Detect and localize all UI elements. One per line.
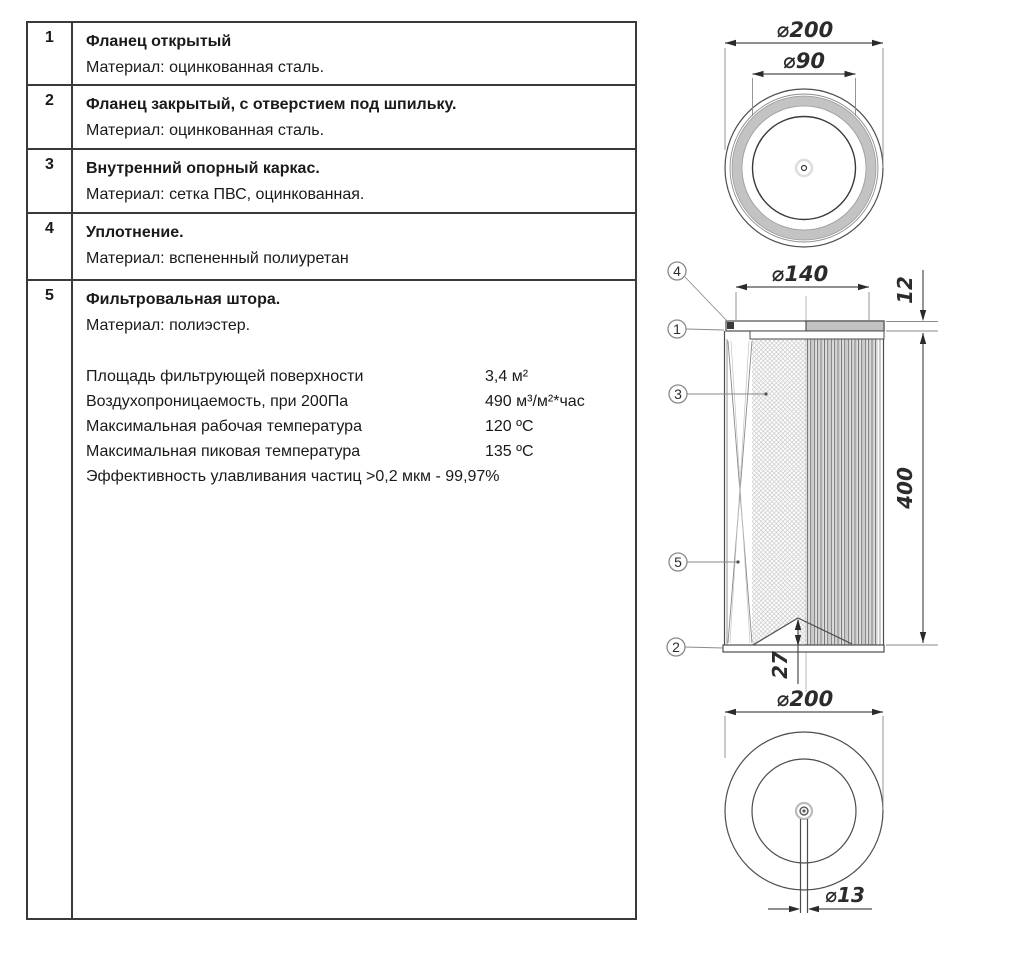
spec-row (86, 414, 627, 439)
dim-top-outer (725, 18, 883, 168)
pleated-media (806, 339, 878, 645)
bottom-view (725, 687, 883, 913)
row-content (73, 214, 635, 279)
side-view (667, 262, 938, 692)
efficiency-note: Эффективность улавливания частиц >0,2 мкм - 99,97% (86, 468, 500, 485)
part-material: Материал: оцинкованная сталь. (86, 59, 325, 76)
hub-center (803, 810, 806, 813)
spec-row (86, 439, 627, 464)
flange-section-right (806, 321, 884, 331)
balloon-2 (667, 638, 723, 656)
part-material: Материал: оцинкованная сталь. (86, 122, 325, 139)
spec-value: 3,4 м² (485, 368, 529, 385)
dim-label-top-inner: ⌀90 (783, 49, 825, 73)
spec-label: Воздухопроницаемость, при 200Па (86, 393, 349, 410)
part-title: Фланец открытый (86, 33, 232, 50)
body-top-rim (750, 331, 884, 339)
spec-label: Максимальная рабочая температура (86, 418, 362, 435)
table-row-5 (28, 279, 635, 918)
filter-specs (86, 364, 627, 489)
balloon-label-4: 4 (673, 263, 681, 279)
parts-table (26, 21, 637, 920)
row-number: 4 (28, 214, 73, 279)
row-number: 3 (28, 150, 73, 212)
part-title: Фланец закрытый, с отверстием под шпильку. (86, 96, 457, 113)
spec-row (86, 389, 627, 414)
part-material: Материал: вспененный полиуретан (86, 250, 349, 267)
support-mesh-section (752, 339, 806, 645)
row-number: 2 (28, 86, 73, 148)
dim-label-bottom-outer: ⌀200 (776, 687, 834, 711)
table-row-3 (28, 148, 635, 212)
spec-label: Площадь фильтрующей поверхности (86, 368, 364, 385)
part-title: Фильтровальная штора. (86, 291, 281, 308)
balloon-label-3: 3 (674, 386, 682, 402)
spec-label: Максимальная пиковая температура (86, 443, 361, 460)
row-content (73, 86, 635, 148)
balloon-1 (668, 320, 724, 338)
center-mark (802, 166, 807, 171)
balloon-4 (668, 262, 728, 322)
row-content (73, 150, 635, 212)
dim-bottom-outer (725, 687, 883, 810)
dim-flange-height (886, 270, 938, 331)
part-material: Материал: сетка ПВС, оцинкованная. (86, 186, 365, 203)
table-row-1 (28, 23, 635, 84)
part-material: Материал: полиэстер. (86, 317, 251, 334)
spec-value: 135 ºС (485, 443, 534, 460)
technical-drawing (640, 0, 1024, 970)
dim-label-top-outer: ⌀200 (776, 18, 834, 42)
closed-flange (723, 645, 884, 652)
dim-body-height (886, 333, 938, 645)
row-number: 1 (28, 23, 73, 84)
row-content (73, 23, 635, 84)
dim-label-side-diameter: ⌀140 (771, 262, 829, 286)
row-number: 5 (28, 281, 73, 918)
dim-label-cone-height: 27 (768, 651, 792, 679)
dim-side-diameter (736, 262, 869, 320)
balloon-5 (669, 553, 740, 571)
table-row-2 (28, 84, 635, 148)
table-row-4 (28, 212, 635, 279)
pleat-cross-section (728, 341, 752, 643)
dim-label-hole: ⌀13 (825, 883, 865, 907)
spec-value: 490 м³/м²*час (485, 393, 585, 410)
dim-label-flange-height: 12 (893, 276, 917, 304)
row-content (73, 281, 635, 918)
part-title: Внутренний опорный каркас. (86, 160, 320, 177)
part-title: Уплотнение. (86, 224, 184, 241)
balloon-label-2: 2 (672, 639, 680, 655)
dim-label-body-height: 400 (893, 467, 917, 509)
balloon-label-5: 5 (674, 554, 682, 570)
seal-detail (727, 322, 734, 329)
balloon-label-1: 1 (673, 321, 681, 337)
spec-value: 120 ºС (485, 418, 534, 435)
spec-row (86, 364, 627, 389)
top-view (725, 18, 883, 247)
